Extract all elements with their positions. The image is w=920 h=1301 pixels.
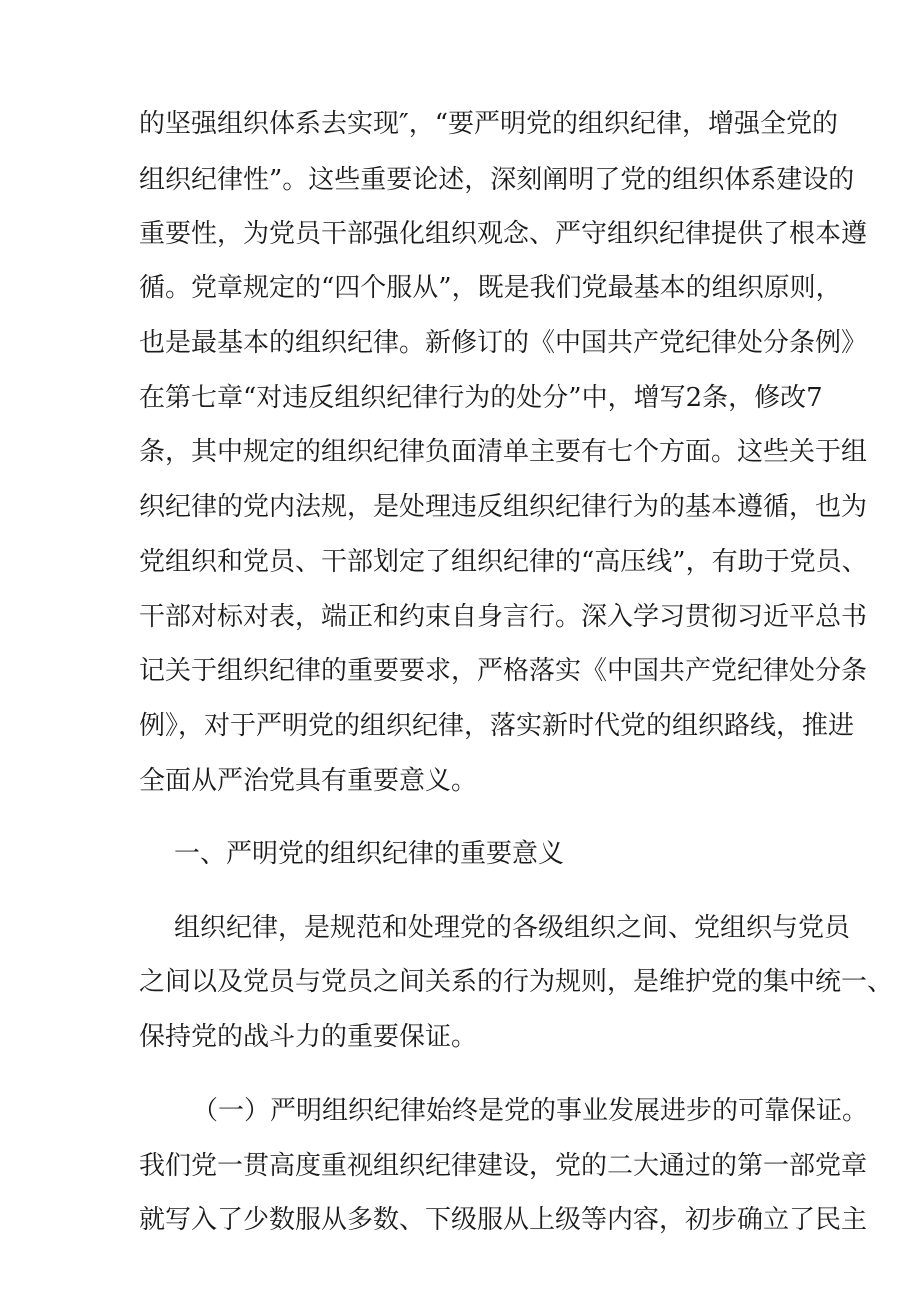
paragraph-3-line-3: 就写入了少数服从多数、下级服从上级等内容，初步确立了民主 xyxy=(139,1205,868,1235)
paragraph-1-line-11: 记关于组织纪律的重要要求，严格落实《中国共产党纪律处分条 xyxy=(139,656,868,686)
paragraph-2-line-1: 组织纪律，是规范和处理党的各级组织之间、党组织与党员 xyxy=(174,913,851,943)
paragraph-1-line-9: 党组织和党员、干部划定了组织纪律的“高压线”，有助于党员、 xyxy=(139,547,868,577)
paragraph-2-line-2: 之间以及党员与党员之间关系的行为规则，是维护党的集中统一、 xyxy=(139,967,894,997)
paragraph-1-line-2: 组织纪律性”。这些重要论述，深刻阐明了党的组织体系建设的 xyxy=(139,165,855,195)
section-heading: 一、严明党的组织纪律的重要意义 xyxy=(174,839,565,869)
paragraph-1-line-10: 干部对标对表，端正和约束自身言行。深入学习贯彻习近平总书 xyxy=(139,602,868,632)
paragraph-1-line-8: 织纪律的党内法规，是处理违反组织纪律行为的基本遵循，也为 xyxy=(139,492,868,522)
paragraph-2-line-3: 保持党的战斗力的重要保证。 xyxy=(139,1022,478,1052)
paragraph-1-line-5: 也是最基本的组织纪律。新修订的《中国共产党纪律处分条例》 xyxy=(139,328,868,358)
paragraph-1-line-13: 全面从严治党具有重要意义。 xyxy=(139,766,478,796)
paragraph-3-line-1: （一）严明组织纪律始终是党的事业发展进步的可靠保证。 xyxy=(192,1096,869,1126)
paragraph-1-line-7: 条，其中规定的组织纪律负面清单主要有七个方面。这些关于组 xyxy=(139,437,868,467)
paragraph-3-line-2: 我们党一贯高度重视组织纪律建设，党的二大通过的第一部党章 xyxy=(139,1151,868,1181)
paragraph-1-line-1: 的坚强组织体系去实现″，“要严明党的组织纪律，增强全党的 xyxy=(139,109,839,139)
paragraph-1-line-6: 在第七章“对违反组织纪律行为的处分”中，增写2条，修改7 xyxy=(139,383,823,413)
paragraph-1-line-4: 循。党章规定的“四个服从”，既是我们党最基本的组织原则， xyxy=(139,273,842,303)
paragraph-1-line-3: 重要性，为党员干部强化组织观念、严守组织纪律提供了根本遵 xyxy=(139,219,868,249)
paragraph-1-line-12: 例》，对于严明党的组织纪律，落实新时代党的组织路线，推进 xyxy=(139,711,855,741)
